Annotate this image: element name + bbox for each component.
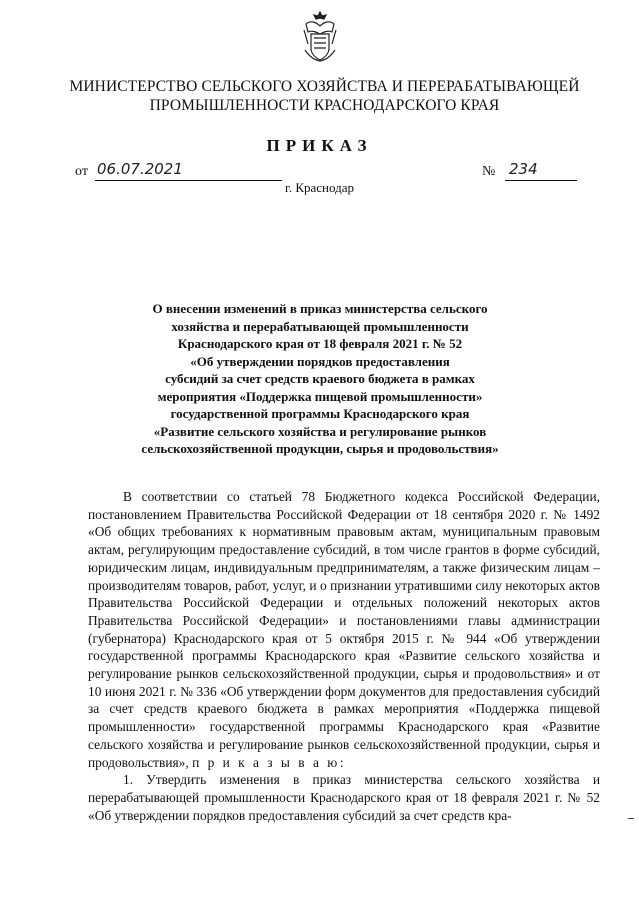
subject-line: «Развитие сельского хозяйства и регулирование рынков: [153, 423, 487, 439]
item-1-paragraph: 1. Утвердить изменения в приказ министерства сельского хозяйства и перерабатывающей промышленности Краснодарского края от 18 февраля 2021 г. № 52 «Об утверждении порядков предоставления субсидий за счет средств кра-: [88, 772, 600, 823]
margin-mark: [628, 818, 634, 819]
order-body: [88, 488, 600, 824]
coat-of-arms-icon: [300, 10, 340, 62]
subject-line: сельскохозяйственной продукции, сырья и продовольствия»: [141, 441, 499, 456]
preamble-paragraph: [88, 488, 600, 771]
subject-line: Краснодарского края от 18 февраля 2021 г. № 52: [177, 336, 463, 351]
preamble-text: В соответствии со статьей 78 Бюджетного кодекса Российской Федерации, постановлением Правительства Российской Федерации от 18 сентября 2020 г. № 1492 «Об общих требованиях к нормативным правовым актам, муниципальным правовым актам, регулирующим предоставление субсидий, в том числе грантов в форме субсидий, юридическим лицам, индивидуальным предпринимателям, а также физическим лицам – производителям товаров, работ, услуг, и о признании утратившими силу некоторых актов Правительства Российской Федерации и отдельных положений некоторых актов Правительства Российской Федерации» и постановлениями главы администрации (губернатора) Краснодарского края от 5 октября 2015 г. № 944 «Об утверждении государственной программы Краснодарского края «Развитие сельского хозяйства и регулирование рынков сельскохозяйственной продукции, сырья и продовольствия» и от 10 июня 2021 г. № 336 «Об утверждении форм документов для предоставления субсидий за счет средств краевого бюджета в рамках мероприятия «Поддержка пищевой промышленности» государственной программы Краснодарского края «Развитие сельского хозяйства и регулирование рынков сельскохозяйственной продукции, сырья и продовольствия»,: [88, 489, 600, 770]
order-subject: [95, 300, 545, 458]
number-prefix: №: [482, 164, 496, 179]
city: г. Краснодар: [284, 180, 355, 195]
subject-line: хозяйства и перерабатывающей промышленности: [171, 318, 469, 334]
ministry-name: [40, 77, 609, 115]
date-prefix: от: [75, 164, 88, 179]
ministry-name-line2: ПРОМЫШЛЕННОСТИ КРАСНОДАРСКОГО КРАЯ: [149, 97, 500, 114]
order-title: ПРИКАЗ: [266, 136, 373, 155]
order-number: 234: [505, 160, 577, 181]
ministry-name-line1: МИНИСТЕРСТВО СЕЛЬСКОГО ХОЗЯЙСТВА И ПЕРЕРАБАТЫВАЮЩЕЙ: [69, 78, 580, 95]
order-date: 06.07.2021: [95, 160, 282, 181]
subject-line: государственной программы Краснодарского края: [170, 406, 470, 421]
subject-line: мероприятия «Поддержка пищевой промышленности»: [157, 388, 483, 404]
subject-line: «Об утверждении порядков предоставления: [190, 353, 450, 369]
subject-line: О внесении изменений в приказ министерства сельского: [152, 301, 488, 316]
subject-line: субсидий за счет средств краевого бюджета в рамках: [165, 371, 475, 386]
command-word: п р и к а з ы в а ю:: [192, 754, 346, 770]
